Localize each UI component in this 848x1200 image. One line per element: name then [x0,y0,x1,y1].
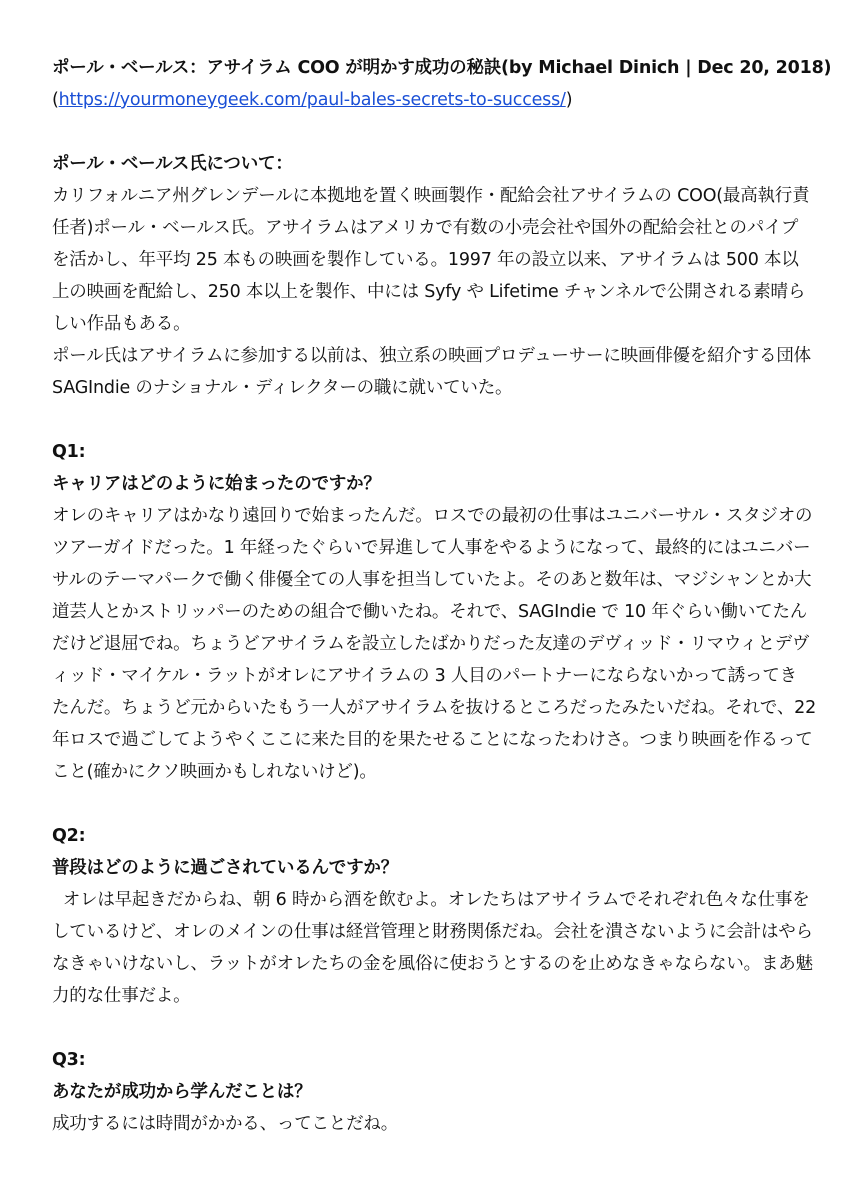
about-line: を活かし、年平均 25 本もの映画を製作している。1997 年の設立以来、アサイラムは 500 本以 [52,250,799,270]
document-page [52,52,832,1140]
q2-answer [52,884,812,1012]
q1-answer-line: だけど退屈でね。ちょうどアサイラムを設立したばかりだった友達のデヴィッド・リマウィとデヴ [52,634,810,654]
q2-answer-line: 力的な仕事だよ。 [52,986,191,1006]
q3-label: Q3: [52,1050,86,1070]
q3-answer [52,1108,812,1140]
q2-question: 普段はどのように過ごされているんですか？ [52,858,398,878]
q1-answer-line: ツアーガイドだった。1 年経ったぐらいで昇進して人事をやるようになって、最終的にはユニバー [52,538,811,558]
q2-answer-line: なきゃいけないし、ラットがオレたちの金を風俗に使おうとするのを止めなきゃならない。まあ魅 [52,954,813,974]
q3-answer-line: 成功するには時間がかかる、ってことだね。 [52,1114,398,1134]
url-open-paren: ( [52,90,59,110]
source-url-link[interactable]: https://yourmoneygeek.com/paul-bales-secrets-to-success/ [58,90,566,110]
about-line: SAGIndie のナショナル・ディレクターの職に就いていた。 [52,378,513,398]
article-title: ポール・ベールス：アサイラム COO が明かす成功の秘訣(by Michael Dinich | Dec 20, 2018) [52,58,832,78]
q2-label: Q2: [52,826,86,846]
q1-answer [52,500,817,788]
q1-answer-line: サルのテーマパークで働く俳優全ての人事を担当していたよ。そのあと数年は、マジシャンとか大 [52,570,812,590]
q3-question: あなたが成功から学んだことは？ [52,1082,312,1102]
about-line: カリフォルニア州グレンデールに本拠地を置く映画製作・配給会社アサイラムの COO(最高執行責 [52,186,810,206]
about-line: ポール氏はアサイラムに参加する以前は、独立系の映画プロデューサーに映画俳優を紹介する団体 [52,346,811,366]
q1-question: キャリアはどのように始まったのですか？ [52,474,381,494]
spacer [52,1012,812,1044]
about-heading: ポール・ベールス氏について： [52,154,293,174]
url-close-paren: ) [565,90,573,110]
about-line: 任者)ポール・ベールス氏。アサイラムはアメリカで有数の小売会社や国外の配給会社とのパイプ [52,218,799,238]
source-url-line [52,84,812,116]
q1-answer-line: たんだ。ちょうど元からいたもう一人がアサイラムを抜けるところだったみたいだね。それで、22 [52,698,817,718]
about-paragraph [52,180,812,404]
spacer [52,788,812,820]
q1-label: Q1: [52,442,86,462]
q1-answer-line: ィッド・マイケル・ラットがオレにアサイラムの 3 人目のパートナーにならないかって誘ってき [52,666,797,686]
q2-answer-line: しているけど、オレのメインの仕事は経営管理と財務関係だね。会社を潰さないように会計はやら [52,922,813,942]
q1-answer-line: 道芸人とかストリッパーのための組合で働いたね。それで、SAGIndie で 10 年ぐらい働いてたん [52,602,808,622]
about-line: しい作品もある。 [52,314,191,334]
spacer [52,116,812,148]
about-line: 上の映画を配給し、250 本以上を製作、中には Syfy や Lifetime チャンネルで公開される素晴ら [52,282,806,302]
spacer [52,404,812,436]
q2-answer-line: オレは早起きだからね、朝 6 時から酒を飲むよ。オレたちはアサイラムでそれぞれ色々な仕事を [52,890,810,910]
q1-answer-line: こと(確かにクソ映画かもしれないけど)。 [52,762,377,782]
q1-answer-line: 年ロスで過ごしてようやくここに来た目的を果たせることになったわけさ。つまり映画を作るって [52,730,813,750]
q1-answer-line: オレのキャリアはかなり遠回りで始まったんだ。ロスでの最初の仕事はユニバーサル・スタジオの [52,506,813,526]
